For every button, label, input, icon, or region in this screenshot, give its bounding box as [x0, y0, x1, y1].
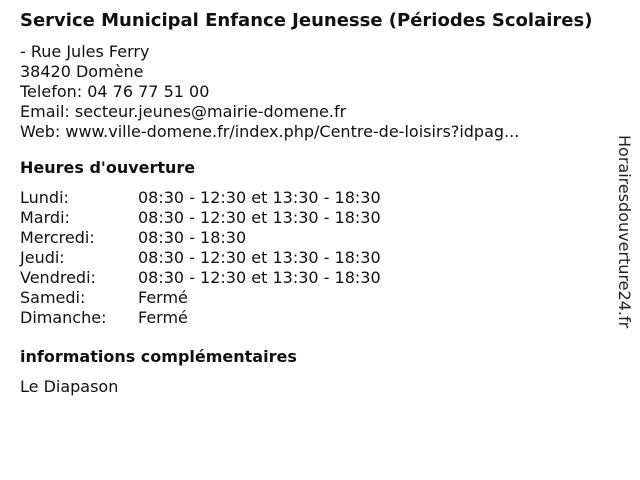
time-value: 08:30 - 12:30 et 13:30 - 18:30 — [138, 248, 381, 267]
time-value: Fermé — [138, 308, 188, 327]
day-label: Dimanche: — [20, 308, 107, 327]
day-label: Lundi: — [20, 188, 69, 207]
additional-info-text: Le Diapason — [20, 377, 119, 396]
address-block — [20, 42, 610, 142]
day-label: Mercredi: — [20, 228, 95, 247]
listing-content — [20, 10, 610, 397]
time-value: 08:30 - 12:30 et 13:30 - 18:30 — [138, 268, 381, 287]
site-watermark: Horairesdouverture24.fr — [615, 135, 634, 329]
hours-row-vendredi — [20, 268, 610, 288]
time-value: Fermé — [138, 288, 188, 307]
additional-info-heading: informations complémentaires — [20, 347, 297, 366]
hours-row-dimanche — [20, 308, 610, 328]
page-title: Service Municipal Enfance Jeunesse (Périodes Scolaires) — [20, 10, 593, 31]
day-label: Mardi: — [20, 208, 70, 227]
day-label: Jeudi: — [20, 248, 65, 267]
website-link[interactable]: Web: www.ville-domene.fr/index.php/Centre-de-loisirs?idpag... — [20, 122, 520, 141]
opening-hours-table — [20, 188, 610, 328]
hours-row-mardi — [20, 208, 610, 228]
hours-row-lundi — [20, 188, 610, 208]
opening-hours-heading: Heures d'ouverture — [20, 158, 196, 177]
hours-row-jeudi — [20, 248, 610, 268]
day-label: Vendredi: — [20, 268, 96, 287]
city-postcode: 38420 Domène — [20, 62, 144, 81]
phone-number[interactable]: Telefon: 04 76 77 51 00 — [20, 82, 210, 101]
hours-row-samedi — [20, 288, 610, 308]
time-value: 08:30 - 12:30 et 13:30 - 18:30 — [138, 208, 381, 227]
street-address: - Rue Jules Ferry — [20, 42, 150, 61]
day-label: Samedi: — [20, 288, 86, 307]
time-value: 08:30 - 12:30 et 13:30 - 18:30 — [138, 188, 381, 207]
email-address[interactable]: Email: secteur.jeunes@mairie-domene.fr — [20, 102, 347, 121]
hours-row-mercredi — [20, 228, 610, 248]
time-value: 08:30 - 18:30 — [138, 228, 247, 247]
